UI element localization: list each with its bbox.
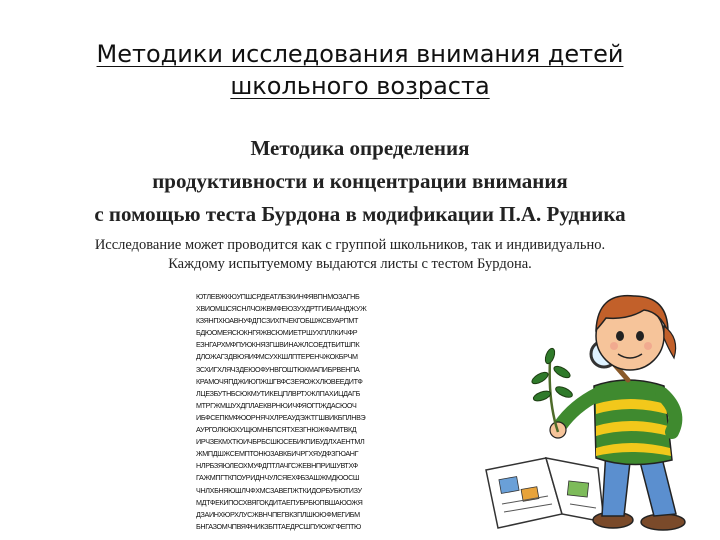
burdon-row: НЛРБЗЯЮЛЕОХМУФДПТЛАЧГСЖЕВНПРИШУВТХФ xyxy=(196,461,358,471)
burdon-row: МДТФЕКИПОСХВЯГОКДИТАЕПУБРБЮПВШАЮОЖЯ xyxy=(196,497,363,507)
method-heading-line-1: Методика определения xyxy=(250,136,470,160)
burdon-row: ЮТЛЕВЖКЮУПШСРДЕАТЛБЗКИНФЯВПНМОЗАГНБ xyxy=(196,292,360,301)
slide-title xyxy=(40,38,680,102)
burdon-row: БНГАЗОМЧПВЯФНИКЗБПТАЕДРСШПУЮЖГФЕПТЮ xyxy=(196,521,361,531)
burdon-row: ЖМПДШЖСЕМПТОНЮЗАВКБИЧРГХЯУДФЗГЮАНГ xyxy=(196,449,359,459)
open-book-icon xyxy=(486,458,604,528)
method-heading xyxy=(10,132,710,231)
burdon-row: БДЮОМЕЯСЮКНГЯЖВСЮМИЕТРШУХПЛЛКИЧФР xyxy=(196,328,358,338)
burdon-row: ИРЧЗЕКМХТЮИЧБРБСШЮСЕБИКПИБУДЛХАЕНТМЛ xyxy=(196,437,365,447)
arm-with-branch-icon xyxy=(530,347,598,438)
burdon-row: КЗЯНПХЮАВНУФДПСЗИХПЧЕКГОБШЖСВУАРПМТ xyxy=(196,316,359,326)
slide-title-line-2: школьного возраста xyxy=(230,72,490,100)
burdon-test-sheet xyxy=(196,291,446,533)
burdon-row: ДЛОЖАГЗДВЮЯИФМСУХКШЛПТЕРЕНЧЖОКБРЧМ xyxy=(196,352,358,362)
burdon-row: ИБФСЕПКМФЮОРНЯЧХЛРЕАУДЭЖТГШВИКБПЛНВЭ xyxy=(196,412,366,422)
child-with-magnifier-illustration xyxy=(478,282,708,532)
burdon-row: ЧНЛХБНЯЮШЛЧФХМСЗАВЕПЖТКИДОРБУБЮТИЗУ xyxy=(196,485,362,495)
burdon-row: АУРГОЛЮЮХУЩЮМНБПСЯТХЕЗГНЮЖФАМТВКД xyxy=(196,425,357,435)
child-head-icon xyxy=(596,296,676,370)
description-line-2: Каждому испытуемому выдаются листы с тестом Бурдона. xyxy=(168,256,532,272)
slide-title-line-1: Методики исследования внимания детей xyxy=(96,40,624,68)
description-line-1: Исследование может проводится как с группой школьников, так и индивидуально. xyxy=(94,237,606,253)
burdon-row: ГАЖМПГТКПОУРИДНЧУЛСЯЕХФБЗАШЖМДЮОСШ xyxy=(196,473,360,483)
burdon-row: МТРГЖМШУХДПЛАЕКВРНЮИЧФЯОГПЖДАСЮОЧ xyxy=(196,400,357,410)
burdon-row: ХВИОМШСЯСНЛЧОЖВМФЕЮЗУХДРТГИБИАНДЖУЖ xyxy=(196,304,367,314)
burdon-row: ЕЗНГАРХМФПУЮКНЯЗГШВИНАЖЛСОЕДТБИТШПК xyxy=(196,340,360,350)
burdon-row: КРАМОЧЯПДЖИЮПЖШГВФСЗЕЯОЖХЛЮВЕЕДИТФ xyxy=(196,376,363,386)
method-heading-line-2: продуктивности и концентрации внимания xyxy=(152,169,568,193)
burdon-row: ДЗАИНХЮРХЛУСЖВНЧПЕГВКЗПЛШЮЮФМЕГИБМ xyxy=(196,509,360,519)
burdon-row: ЛЦЕЗБУТНБСЮКМУТИКЕЦПЛВРТХЖЛПАХИЦДАГБ xyxy=(196,388,360,398)
description xyxy=(20,236,680,274)
method-heading-line-3: с помощью теста Бурдона в модификации П.А. Рудника xyxy=(94,202,626,226)
burdon-row: ЗСХИГХЛЯЧЗДЕЮОФУНВГОШТЮКМАПИБРВЕНПА xyxy=(196,364,360,374)
